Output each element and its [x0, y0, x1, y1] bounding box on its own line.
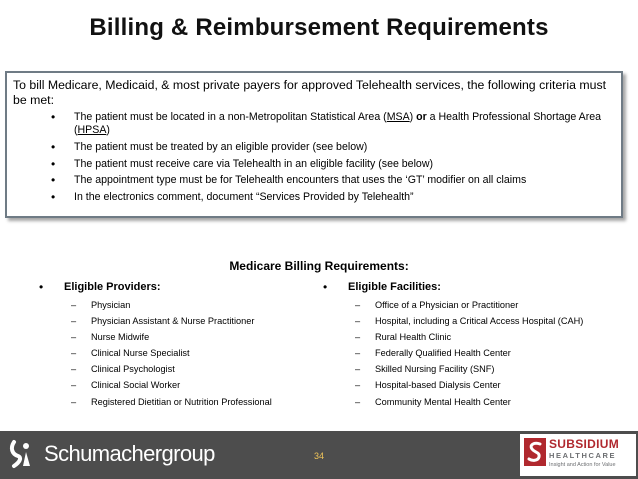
provider-label: Physician Assistant & Nurse Practitioner	[91, 316, 255, 327]
dash-icon: –	[355, 364, 361, 375]
facility-label: Hospital, including a Critical Access Hospital (CAH)	[375, 316, 584, 327]
dash-icon: –	[71, 332, 77, 343]
bullet-icon: •	[39, 280, 44, 294]
bullet-icon: •	[51, 139, 56, 154]
providers-column	[34, 281, 324, 413]
hpsa-abbr: HPSA	[77, 124, 107, 136]
dash-icon: –	[71, 380, 77, 391]
criteria-list	[13, 111, 613, 204]
list-item	[34, 348, 324, 359]
criteria-text: )	[106, 124, 110, 136]
list-item	[34, 332, 324, 343]
dash-icon: –	[71, 300, 77, 310]
facilities-column	[318, 281, 618, 413]
dash-icon: –	[355, 300, 361, 310]
list-item	[318, 300, 618, 311]
criteria-item	[51, 111, 613, 137]
facility-label: Rural Health Clinic	[375, 332, 452, 343]
footer-bar	[0, 431, 638, 479]
facilities-list	[318, 300, 618, 408]
list-item	[34, 364, 324, 375]
facility-label: Skilled Nursing Facility (SNF)	[375, 364, 495, 375]
criteria-box	[5, 71, 623, 218]
list-item	[318, 380, 618, 391]
criteria-text: a Health Professional Shortage Area (	[74, 111, 602, 136]
facility-label: Office of a Physician or Practitioner	[375, 300, 519, 310]
subsidium-tagline: Insight and Action for Value	[549, 462, 616, 468]
facility-label: Community Mental Health Center	[375, 396, 511, 407]
dash-icon: –	[355, 380, 361, 391]
list-item	[34, 380, 324, 391]
dash-icon: –	[355, 396, 361, 407]
bullet-icon: •	[51, 156, 56, 171]
criteria-item	[51, 174, 613, 187]
bullet-icon: •	[51, 190, 56, 205]
dash-icon: –	[71, 396, 77, 407]
dash-icon: –	[355, 332, 361, 343]
provider-label: Registered Dietitian or Nutrition Professional	[91, 396, 272, 407]
bullet-icon: •	[323, 280, 328, 294]
criteria-text: The patient must be treated by an eligible provider (see below)	[74, 140, 368, 153]
facilities-heading	[318, 281, 618, 297]
subsidium-logo-icon	[524, 438, 546, 466]
list-item	[318, 332, 618, 343]
msa-abbr: MSA	[386, 111, 410, 123]
list-item	[318, 316, 618, 327]
criteria-text: In the electronics comment, document “Services Provided by Telehealth”	[74, 191, 414, 204]
subsidium-name: SUBSIDIUM	[549, 437, 620, 451]
schumacher-logo-text: Schumachergroup	[44, 441, 215, 466]
provider-label: Physician	[91, 300, 131, 310]
schumacher-logo-icon	[8, 438, 40, 470]
provider-label: Clinical Psychologist	[91, 364, 175, 375]
provider-label: Clinical Nurse Specialist	[91, 348, 190, 359]
criteria-item	[51, 141, 613, 154]
facility-label: Federally Qualified Health Center	[375, 348, 511, 359]
schumacher-logo	[8, 437, 215, 471]
list-item	[318, 397, 618, 408]
dash-icon: –	[355, 348, 361, 359]
provider-label: Clinical Social Worker	[91, 380, 181, 391]
facilities-label: Eligible Facilities:	[348, 281, 441, 293]
list-item	[318, 348, 618, 359]
dash-icon: –	[71, 348, 77, 359]
dash-icon: –	[71, 316, 77, 327]
list-item	[318, 364, 618, 375]
subsidium-logo	[520, 434, 636, 476]
page-title: Billing & Reimbursement Requirements	[89, 14, 549, 41]
medicare-heading: Medicare Billing Requirements:	[229, 259, 409, 273]
criteria-text: The appointment type must be for Telehealth encounters that uses the ‘GT’ modifier on all claims	[74, 174, 527, 187]
criteria-intro: To bill Medicare, Medicaid, & most private payers for approved Telehealth services, the following criteria must be met:	[13, 78, 607, 107]
criteria-text: The patient must be located in a non-Metropolitan Statistical Area (	[74, 111, 387, 123]
provider-label: Nurse Midwife	[91, 332, 150, 343]
bullet-icon: •	[51, 173, 56, 188]
facility-label: Hospital-based Dialysis Center	[375, 380, 501, 391]
dash-icon: –	[355, 316, 361, 327]
providers-label: Eligible Providers:	[64, 281, 161, 293]
or-emphasis: or	[416, 111, 427, 123]
criteria-item	[51, 191, 613, 204]
providers-list	[34, 300, 324, 408]
criteria-text: )	[409, 111, 417, 123]
dash-icon: –	[71, 364, 77, 375]
providers-heading	[34, 281, 324, 297]
criteria-text: The patient must receive care via Telehealth in an eligible facility (see below)	[74, 157, 434, 170]
criteria-item	[51, 158, 613, 171]
list-item	[34, 300, 324, 311]
subsidium-sub: HEALTHCARE	[549, 451, 617, 460]
list-item	[34, 316, 324, 327]
list-item	[34, 397, 324, 408]
page-number: 34	[313, 451, 324, 461]
bullet-icon: •	[51, 110, 56, 124]
